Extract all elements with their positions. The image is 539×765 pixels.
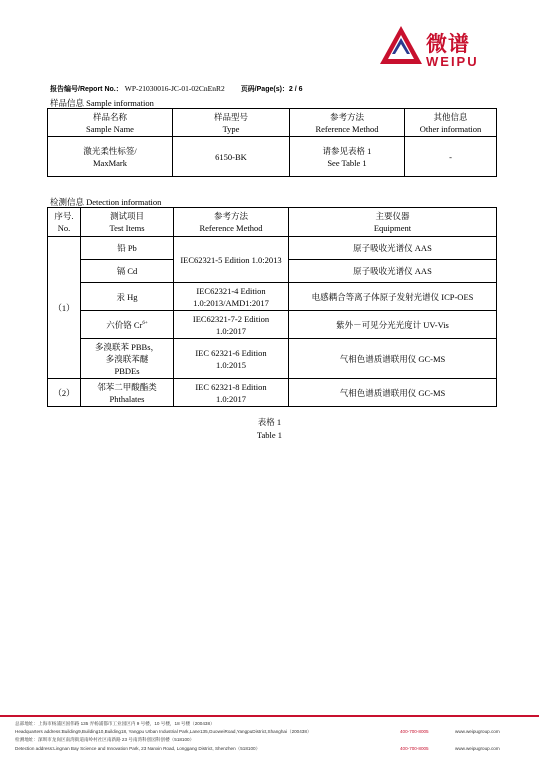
equipment-cell: 气相色谱质谱联用仪 GC-MS (289, 379, 497, 407)
sample-table-row (48, 137, 497, 177)
method-cell: IEC62321-7-2 Edition 1.0:2017 (174, 311, 289, 339)
sample-other-cell: - (405, 137, 497, 177)
equipment-cell: 紫外－可见分光光度计 UV-Vis (289, 311, 497, 339)
test-item-cell: 多溴联苯 PBBs， 多溴联苯醚 PBDEs (81, 339, 174, 379)
detection-table-header-row (48, 208, 497, 237)
table-row (48, 379, 497, 407)
test-item-cell: 邻苯二甲酸酯类 Phthalates (81, 379, 174, 407)
sample-method-cell: 请参见表格 1 See Table 1 (290, 137, 405, 177)
equipment-cell: 原子吸收光谱仪 AAS (289, 260, 497, 283)
equipment-cell: 气相色谱质谱联用仪 GC-MS (289, 339, 497, 379)
test-item-cell: 汞 Hg (81, 283, 174, 311)
group-number-cell: （2） (48, 379, 81, 407)
table-caption-cn: 表格 1 (257, 417, 282, 427)
method-cell: IEC62321-5 Edition 1.0:2013 (174, 237, 289, 283)
method-cell: IEC62321-4 Edition 1.0:2013/AMD1:2017 (174, 283, 289, 311)
footer-tel: 400-700-8005 (400, 745, 429, 751)
footer-det-cn: 检测地址：深圳市龙岗区南湾街道南岭村社区南新路 23 号南湾科创园科创楼（518100） (15, 737, 195, 743)
weipu-logo (380, 26, 490, 76)
footer-tel: 400-700-8005 (400, 729, 429, 735)
header-type: 样品型号 Type (173, 109, 290, 137)
header-no: 序号. No. (48, 208, 81, 237)
table-row (48, 237, 497, 260)
page-value: 2 / 6 (288, 86, 303, 93)
sample-name-cell: 激光柔性标签/ MaxMark (48, 137, 173, 177)
footer-det-en: Detection address:Lingnan Bay Science and Innovation Park, 23 Nanxin Road, Longgang District, Shenzhen（518100） (15, 745, 261, 751)
logo-english-text: WEIPU (426, 54, 479, 69)
detection-info-title: 检测信息 Detection information (50, 197, 162, 207)
detection-info-table (47, 207, 497, 407)
test-item-cell: 铅 Pb (81, 237, 174, 260)
logo-chinese-text: 微谱 (426, 32, 470, 56)
method-cell: IEC 62321-8 Edition 1.0:2017 (174, 379, 289, 407)
report-number-value: WP-21030016-JC-01-02CnEnR2 (124, 84, 225, 93)
footer-website-link[interactable]: www.weipugroup.com (455, 729, 500, 735)
test-item-cell: 六价铬 $Cr^{6+}$ (81, 311, 174, 339)
header-sample-name: 样品名称 Sample Name (48, 109, 173, 137)
equipment-cell: 电感耦合等离子体原子发射光谱仪 ICP-OES (289, 283, 497, 311)
footer-divider (0, 715, 539, 717)
table-row (48, 339, 497, 379)
report-number-label: 报告编号/Report No.： (50, 86, 123, 93)
sample-info-table (47, 108, 497, 177)
report-number-line (50, 84, 303, 94)
header-test-items: 测试项目 Test Items (81, 208, 174, 237)
sample-info-title: 样品信息 Sample information (50, 98, 154, 108)
table-row (48, 283, 497, 311)
method-cell: IEC 62321-6 Edition 1.0:2015 (174, 339, 289, 379)
footer-det-en-row (15, 745, 525, 753)
footer-hq-cn: 总部地址：上海市杨浦区国伟路 135 弄杨浦都市工业园区内 9 号楼，10 号楼，18 号楼（200438） (15, 721, 215, 726)
table-row (48, 311, 497, 339)
sample-type-cell: 6150-BK (173, 137, 290, 177)
footer (15, 720, 525, 753)
weipu-logo-icon (380, 26, 422, 66)
group-number-cell: （1） (48, 237, 81, 379)
footer-website-link[interactable]: www.weipugroup.com (455, 745, 500, 751)
table-caption-en: Table 1 (256, 430, 283, 440)
page-label: 页码/Page(s)： (240, 86, 289, 93)
header-method: 参考方法 Reference Method (174, 208, 289, 237)
sample-table-header-row (48, 109, 497, 137)
equipment-cell: 原子吸收光谱仪 AAS (289, 237, 497, 260)
header-reference-method: 参考方法 Reference Method (290, 109, 405, 137)
header-other-information: 其他信息 Other information (405, 109, 497, 137)
footer-hq-en-row (15, 728, 525, 736)
header-equipment: 主要仪器 Equipment (289, 208, 497, 237)
test-item-cell: 镉 Cd (81, 260, 174, 283)
footer-hq-en: Headquarters address:Building9,Building10,Building18, Yangpu Urban Industrial Park,Lane135,GuoweiRoad,YangpuDistrict,Shanghai（200438） (15, 729, 312, 735)
